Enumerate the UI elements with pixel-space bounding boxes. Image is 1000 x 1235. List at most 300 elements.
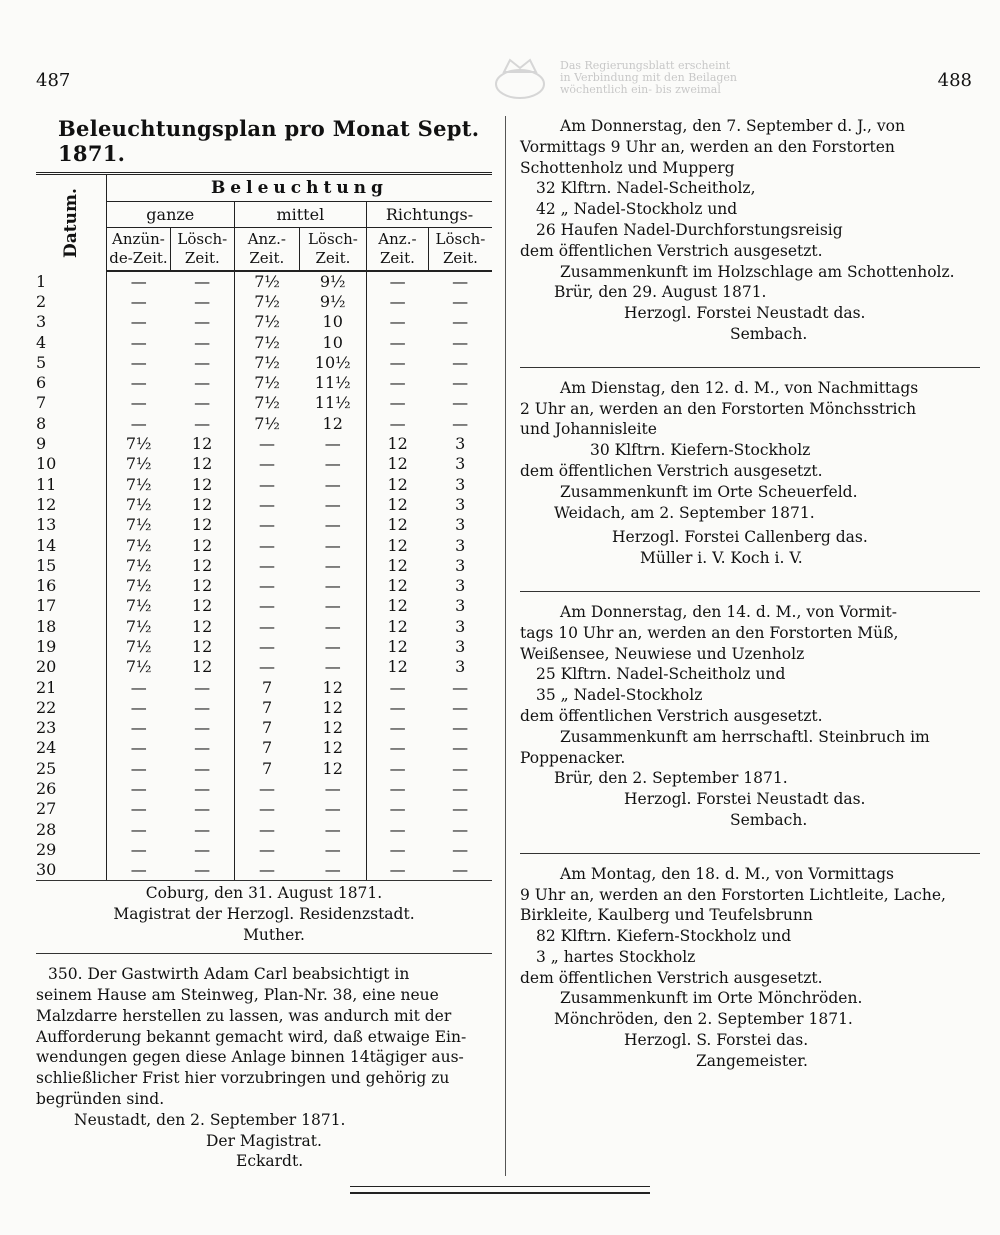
notice-line: schließlicher Frist hier vorzubringen und gehörig zu <box>36 1069 450 1088</box>
table-cell: — <box>130 860 147 880</box>
table-cell: — <box>389 291 406 311</box>
subheader-mittel-loesch: Lösch-Zeit. <box>299 227 366 271</box>
notice-line: dem öffentlichen Verstrich ausgesetzt. <box>520 968 823 987</box>
notice-moenchsstrich <box>520 378 980 503</box>
row-date-cell: 19 <box>36 636 106 656</box>
table-cell: — <box>130 312 147 332</box>
table-cell: — <box>171 372 235 392</box>
row-date-cell: 1 <box>36 271 106 291</box>
notice-a-authority: Herzogl. Forstei Neustadt das. <box>624 304 866 323</box>
table-cell: 7½ <box>125 454 152 474</box>
table-cell: — <box>452 373 469 393</box>
table-cell: — <box>130 819 147 839</box>
notice-line: Vormittags 9 Uhr an, werden an den Forstorten <box>520 137 895 156</box>
notice-line: Malzdarre herstellen zu lassen, was andurch mit der <box>36 1006 452 1025</box>
table-cell: — <box>259 596 276 616</box>
table-cell: 12 <box>171 433 235 453</box>
table-cell: — <box>259 494 276 514</box>
row-date-cell: 27 <box>36 799 106 819</box>
table-cell: 7½ <box>125 576 152 596</box>
notice-350-authority: Der Magistrat. <box>206 1131 322 1150</box>
table-cell: — <box>171 271 235 291</box>
notice-line: 42 „ Nadel-Stockholz und <box>536 200 738 219</box>
subheader-richtung-anz: Anz.-Zeit. <box>366 227 428 271</box>
table-cell: 7½ <box>125 657 152 677</box>
table-cell: — <box>130 799 147 819</box>
notice-350-signature: Eckardt. <box>236 1152 304 1171</box>
table-row <box>36 535 492 555</box>
notice-line: 32 Klftrn. Nadel-Scheitholz, <box>536 179 756 198</box>
table-cell: 11½ <box>299 372 366 392</box>
table-row <box>36 799 492 819</box>
table-cell: 12 <box>171 575 235 595</box>
table-cell: — <box>171 352 235 372</box>
table-cell: — <box>389 860 406 880</box>
table-cell: 12 <box>171 454 235 474</box>
table-cell: 3 <box>455 434 466 454</box>
column-divider <box>505 116 506 1176</box>
table-cell: 3 <box>455 515 466 535</box>
table-cell: — <box>452 677 469 697</box>
table-cell: 7½ <box>125 474 152 494</box>
table-cell: 7 <box>261 677 273 697</box>
table-row <box>36 291 492 311</box>
notice-c-authority: Herzogl. Forstei Neustadt das. <box>624 790 866 809</box>
table-cell: — <box>171 799 235 819</box>
table-cell: 12 <box>171 494 235 514</box>
table-cell: — <box>130 758 147 778</box>
table-cell: 7½ <box>125 616 152 636</box>
table-row <box>36 616 492 636</box>
table-row <box>36 413 492 433</box>
row-date-cell: 9 <box>36 433 106 453</box>
table-cell: — <box>452 312 469 332</box>
notice-line: 350. Der Gastwirth Adam Carl beabsichtigt in <box>48 965 410 984</box>
table-cell: — <box>452 860 469 880</box>
table-cell: — <box>299 819 366 839</box>
table-cell: — <box>171 393 235 413</box>
table-row <box>36 839 492 859</box>
table-cell: — <box>259 819 276 839</box>
table-cell: — <box>130 697 147 717</box>
table-cell: — <box>452 819 469 839</box>
table-cell: 3 <box>455 454 466 474</box>
table-cell: — <box>171 677 235 697</box>
table-cell: — <box>389 373 406 393</box>
table-cell: 12 <box>171 515 235 535</box>
plan-table-body <box>36 271 492 880</box>
lighting-plan <box>36 116 492 1172</box>
row-date-cell: 30 <box>36 860 106 880</box>
table-cell: — <box>259 434 276 454</box>
table-cell: — <box>299 860 366 880</box>
table-cell: 7 <box>261 718 273 738</box>
table-cell: 12 <box>387 616 408 636</box>
table-row <box>36 575 492 595</box>
table-cell: 7½ <box>125 636 152 656</box>
row-date-cell: 22 <box>36 697 106 717</box>
plan-table <box>36 175 492 880</box>
table-cell: 3 <box>455 494 466 514</box>
table-cell: — <box>389 799 406 819</box>
table-cell: 3 <box>455 616 466 636</box>
notice-line: dem öffentlichen Verstrich ausgesetzt. <box>520 461 823 480</box>
notice-b-place-date: Weidach, am 2. September 1871. <box>554 503 815 522</box>
notice-line: 82 Klftrn. Kiefern-Stockholz und <box>536 927 792 946</box>
table-cell: — <box>171 839 235 859</box>
notice-line: 2 Uhr an, werden an den Forstorten Mönchsstrich <box>520 399 917 418</box>
notice-line: begründen sind. <box>36 1090 165 1109</box>
table-cell: — <box>171 697 235 717</box>
notice-line: Zusammenkunft am herrschaftl. Steinbruch im <box>560 727 930 746</box>
table-cell: — <box>171 758 235 778</box>
table-cell: — <box>299 596 366 616</box>
table-cell: — <box>259 555 276 575</box>
table-cell: — <box>259 636 276 656</box>
table-cell: — <box>171 413 235 433</box>
table-cell: 7½ <box>125 596 152 616</box>
notice-d-authority: Herzogl. S. Forstei das. <box>624 1031 809 1050</box>
table-cell: — <box>130 352 147 372</box>
table-cell: — <box>299 474 366 494</box>
table-cell: 7½ <box>254 332 280 352</box>
table-cell: — <box>171 291 235 311</box>
table-cell: 12 <box>299 718 366 738</box>
table-row <box>36 393 492 413</box>
notice-line: 25 Klftrn. Nadel-Scheitholz und <box>536 665 786 684</box>
table-cell: 12 <box>171 555 235 575</box>
row-date-cell: 8 <box>36 413 106 433</box>
notice-line: Birkleite, Kaulberg und Teufelsbrunn <box>520 906 813 925</box>
table-cell: 12 <box>171 636 235 656</box>
table-cell: — <box>259 657 276 677</box>
table-cell: — <box>389 272 406 292</box>
table-cell: 3 <box>455 596 466 616</box>
table-cell: 10 <box>299 332 366 352</box>
table-row <box>36 677 492 697</box>
table-cell: 9½ <box>299 291 366 311</box>
table-cell: — <box>452 291 469 311</box>
table-cell: — <box>389 352 406 372</box>
table-cell: — <box>130 779 147 799</box>
table-cell: 12 <box>387 494 408 514</box>
row-date-cell: 25 <box>36 758 106 778</box>
table-cell: — <box>171 718 235 738</box>
notice-line: seinem Hause am Steinweg, Plan-Nr. 38, eine neue <box>36 986 439 1005</box>
table-cell: — <box>452 393 469 413</box>
table-cell: — <box>259 616 276 636</box>
table-cell: — <box>452 413 469 433</box>
table-cell: — <box>452 779 469 799</box>
row-date-cell: 2 <box>36 291 106 311</box>
row-date-cell: 24 <box>36 738 106 758</box>
notice-line: Schottenholz und Mupperg <box>520 158 735 177</box>
page-number-left: 487 <box>36 70 71 91</box>
table-cell: 7 <box>261 697 273 717</box>
table-cell: — <box>130 839 147 859</box>
row-date-cell: 11 <box>36 474 106 494</box>
datum-header: Datum. <box>60 188 81 258</box>
row-date-cell: 4 <box>36 332 106 352</box>
row-date-cell: 5 <box>36 352 106 372</box>
table-row <box>36 372 492 392</box>
row-date-cell: 7 <box>36 393 106 413</box>
table-cell: 12 <box>387 474 408 494</box>
group-ganze: ganze <box>106 201 234 227</box>
table-cell: 12 <box>299 413 366 433</box>
notice-line: 9 Uhr an, werden an den Forstorten Lichtleite, Lache, <box>520 885 946 904</box>
table-cell: — <box>452 352 469 372</box>
notice-line: Am Donnerstag, den 7. September d. J., von <box>560 117 905 135</box>
table-cell: — <box>259 515 276 535</box>
notice-b-authority: Herzogl. Forstei Callenberg das. <box>612 528 868 547</box>
table-cell: — <box>389 839 406 859</box>
table-cell: 11½ <box>299 393 366 413</box>
row-date-cell: 23 <box>36 718 106 738</box>
notice-d-place-date: Mönchröden, den 2. September 1871. <box>554 1010 853 1029</box>
row-date-cell: 14 <box>36 535 106 555</box>
table-cell: — <box>259 779 276 799</box>
table-row <box>36 636 492 656</box>
table-cell: — <box>452 332 469 352</box>
table-cell: — <box>389 413 406 433</box>
table-cell: — <box>130 413 147 433</box>
page-number-right: 488 <box>937 70 972 91</box>
table-row <box>36 494 492 514</box>
table-cell: 3 <box>455 535 466 555</box>
table-cell: — <box>259 454 276 474</box>
table-cell: — <box>259 860 276 880</box>
table-cell: 7½ <box>125 535 152 555</box>
table-cell: 12 <box>299 697 366 717</box>
table-row <box>36 515 492 535</box>
table-cell: 7½ <box>254 291 280 311</box>
notice-line: Aufforderung bekannt gemacht wird, daß etwaige Ein- <box>36 1027 467 1046</box>
table-cell: — <box>389 819 406 839</box>
table-cell: — <box>259 535 276 555</box>
table-cell: 12 <box>171 535 235 555</box>
table-cell: — <box>171 312 235 332</box>
table-cell: 3 <box>455 555 466 575</box>
table-cell: — <box>299 515 366 535</box>
table-cell: 12 <box>299 677 366 697</box>
notice-c-place-date: Brür, den 2. September 1871. <box>554 769 788 788</box>
table-row <box>36 312 492 332</box>
table-cell: 7½ <box>125 555 152 575</box>
table-cell: — <box>389 393 406 413</box>
table-cell: — <box>389 758 406 778</box>
table-cell: — <box>259 839 276 859</box>
notice-line: dem öffentlichen Verstrich ausgesetzt. <box>520 706 823 725</box>
table-row <box>36 433 492 453</box>
table-row <box>36 819 492 839</box>
table-cell: — <box>299 839 366 859</box>
notice-line: Poppenacker. <box>520 748 626 767</box>
row-date-cell: 12 <box>36 494 106 514</box>
table-cell: 7½ <box>254 413 280 433</box>
table-cell: — <box>299 799 366 819</box>
plan-title: Beleuchtungsplan pro Monat Sept. 1871. <box>58 116 480 166</box>
table-cell: — <box>171 332 235 352</box>
subheader-mittel-anz: Anz.-Zeit. <box>234 227 299 271</box>
table-row <box>36 657 492 677</box>
table-cell: — <box>452 272 469 292</box>
table-cell: — <box>171 778 235 798</box>
table-row <box>36 271 492 291</box>
notice-350 <box>36 964 492 1110</box>
table-cell: 12 <box>171 474 235 494</box>
table-cell: 7½ <box>125 434 152 454</box>
table-cell: 12 <box>387 555 408 575</box>
row-date-cell: 18 <box>36 616 106 636</box>
table-cell: 12 <box>387 596 408 616</box>
table-cell: — <box>130 373 147 393</box>
table-row <box>36 474 492 494</box>
table-cell: 7½ <box>254 352 280 372</box>
notice-c-signature: Sembach. <box>730 810 808 829</box>
table-cell: — <box>130 718 147 738</box>
table-cell: — <box>452 839 469 859</box>
table-cell: — <box>259 474 276 494</box>
table-cell: 12 <box>171 596 235 616</box>
table-cell: 7 <box>261 758 273 778</box>
table-cell: — <box>171 738 235 758</box>
group-richtungs: Richtungs- <box>366 201 492 227</box>
row-date-cell: 3 <box>36 312 106 332</box>
table-row <box>36 697 492 717</box>
table-cell: 3 <box>455 636 466 656</box>
table-cell: — <box>299 433 366 453</box>
bottom-rule <box>350 1186 650 1194</box>
table-cell: 9½ <box>299 271 366 291</box>
table-cell: — <box>299 555 366 575</box>
row-date-cell: 26 <box>36 778 106 798</box>
row-date-cell: 15 <box>36 555 106 575</box>
table-row <box>36 352 492 372</box>
table-cell: — <box>130 332 147 352</box>
table-cell: 7½ <box>254 272 280 292</box>
table-cell: — <box>130 272 147 292</box>
table-cell: — <box>389 779 406 799</box>
table-cell: 12 <box>387 576 408 596</box>
notice-lichtleite <box>520 864 980 1010</box>
table-cell: — <box>389 312 406 332</box>
notice-line: Zusammenkunft im Orte Scheuerfeld. <box>560 482 858 501</box>
row-date-cell: 28 <box>36 819 106 839</box>
notice-line: 35 „ Nadel-Stockholz <box>536 686 703 705</box>
notice-line: Zusammenkunft im Orte Mönchröden. <box>560 989 863 1008</box>
notice-d-signature: Zangemeister. <box>696 1051 808 1070</box>
table-cell: 7½ <box>254 312 280 332</box>
table-cell: — <box>171 860 235 880</box>
subheader-ganze-loesch: Lösch-Zeit. <box>171 227 235 271</box>
row-date-cell: 17 <box>36 596 106 616</box>
table-cell: 12 <box>387 657 408 677</box>
table-cell: — <box>452 758 469 778</box>
table-cell: — <box>452 697 469 717</box>
subheader-richtung-loesch: Lösch-Zeit. <box>428 227 492 271</box>
notice-line: Zusammenkunft im Holzschlage am Schottenholz. <box>560 262 955 281</box>
row-date-cell: 29 <box>36 839 106 859</box>
notice-a-signature: Sembach. <box>730 324 808 343</box>
notice-muess <box>520 602 980 768</box>
table-cell: — <box>299 778 366 798</box>
table-row <box>36 778 492 798</box>
table-cell: — <box>299 454 366 474</box>
row-date-cell: 21 <box>36 677 106 697</box>
table-cell: 12 <box>387 535 408 555</box>
table-cell: — <box>299 636 366 656</box>
table-cell: — <box>130 393 147 413</box>
table-cell: — <box>130 738 147 758</box>
notice-line: Am Dienstag, den 12. d. M., von Nachmittags <box>560 378 919 397</box>
notice-line: Am Donnerstag, den 14. d. M., von Vormit- <box>560 602 897 621</box>
table-cell: 3 <box>455 576 466 596</box>
bleed-through-text: Das Regierungsblatt erscheint in Verbindung mit den Beilagen wöchentlich ein- bis zweimal <box>560 59 738 96</box>
table-cell: — <box>130 677 147 697</box>
row-date-cell: 20 <box>36 657 106 677</box>
notice-schottenholz <box>520 116 980 282</box>
table-cell: 12 <box>387 434 408 454</box>
plan-place-date: Coburg, den 31. August 1871. <box>145 883 383 902</box>
notice-line: wendungen gegen diese Anlage binnen 14tägiger aus- <box>36 1048 464 1067</box>
table-cell: — <box>452 718 469 738</box>
table-row <box>36 718 492 738</box>
table-cell: — <box>389 677 406 697</box>
table-row <box>36 860 492 880</box>
table-cell: 7 <box>261 738 273 758</box>
table-row <box>36 454 492 474</box>
right-column <box>520 116 980 1072</box>
table-cell: — <box>389 332 406 352</box>
table-cell: 10 <box>299 312 366 332</box>
table-row <box>36 596 492 616</box>
table-cell: 12 <box>299 758 366 778</box>
plan-signature: Muther. <box>243 925 305 944</box>
table-cell: — <box>259 576 276 596</box>
notice-line: Am Montag, den 18. d. M., von Vormittags <box>560 864 894 883</box>
table-cell: 7½ <box>254 393 280 413</box>
table-cell: 12 <box>387 636 408 656</box>
row-date-cell: 13 <box>36 515 106 535</box>
table-cell: 7½ <box>125 494 152 514</box>
table-cell: 7½ <box>254 373 280 393</box>
table-cell: — <box>389 697 406 717</box>
notice-line: dem öffentlichen Verstrich ausgesetzt. <box>520 241 823 260</box>
row-date-cell: 16 <box>36 575 106 595</box>
crest-watermark-icon <box>490 56 550 100</box>
notice-a-place-date: Brür, den 29. August 1871. <box>554 283 767 302</box>
row-date-cell: 10 <box>36 454 106 474</box>
table-cell: 12 <box>299 738 366 758</box>
table-cell: — <box>299 535 366 555</box>
notice-line: und Johannisleite <box>520 420 657 439</box>
table-row <box>36 738 492 758</box>
notice-b-signature: Müller i. V. Koch i. V. <box>640 549 803 568</box>
table-cell: — <box>389 738 406 758</box>
subheader-ganze-anz: Anzün-de-Zeit. <box>106 227 170 271</box>
notice-line: tags 10 Uhr an, werden an den Forstorten Müß, <box>520 623 899 642</box>
notice-350-place-date: Neustadt, den 2. September 1871. <box>74 1110 346 1129</box>
table-cell: — <box>299 575 366 595</box>
notice-line: 30 Klftrn. Kiefern-Stockholz <box>590 441 811 460</box>
notice-line: 3 „ hartes Stockholz <box>536 947 696 966</box>
table-cell: — <box>452 799 469 819</box>
table-cell: 12 <box>171 657 235 677</box>
notice-line: Weißensee, Neuwiese und Uzenholz <box>520 644 805 663</box>
table-row <box>36 555 492 575</box>
table-cell: 3 <box>455 474 466 494</box>
